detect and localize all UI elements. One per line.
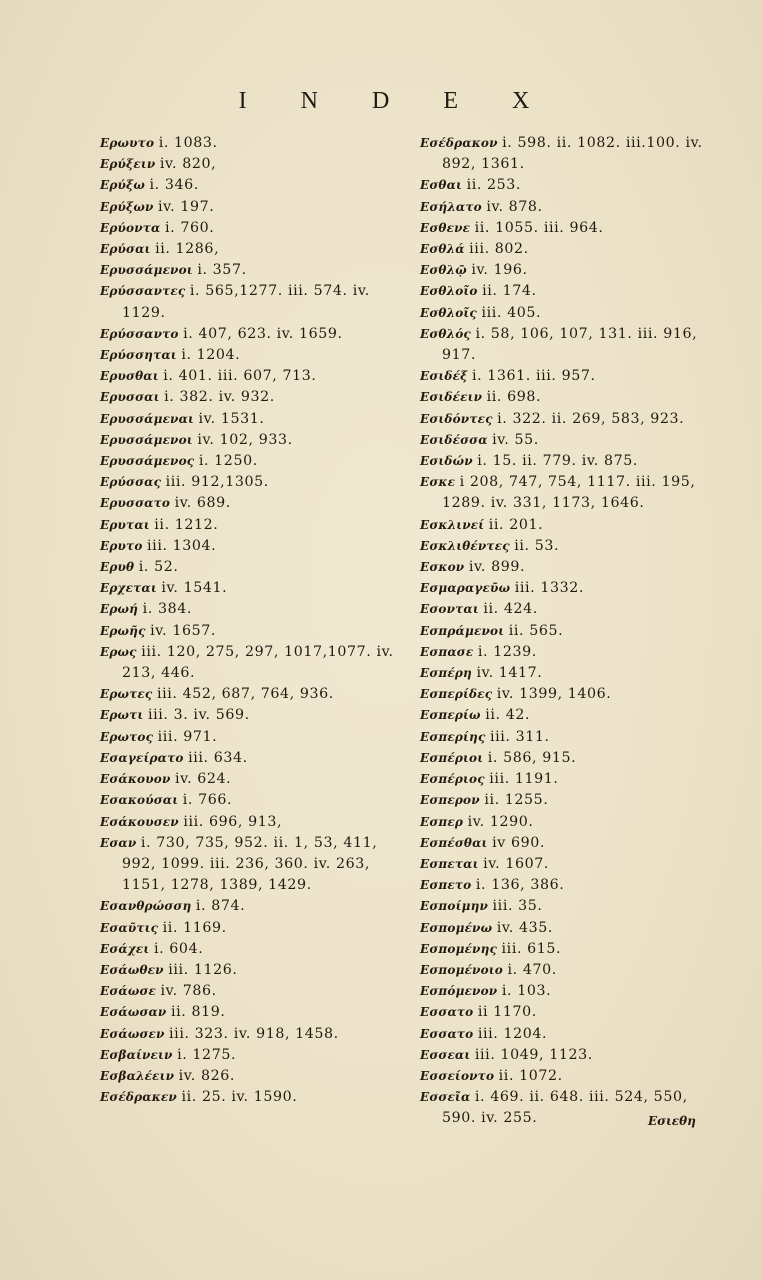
entry-references: iv. 102, 933. xyxy=(197,431,293,448)
entry-references: iii. 120, 275, 297, 1017,1077. iv. 213, 446. xyxy=(122,643,394,682)
entry-references: i. 401. iii. 607, 713. xyxy=(163,368,317,385)
entry-headword: Εσκε xyxy=(420,475,456,490)
entry-references: iv. 196. xyxy=(471,262,528,279)
entry-references: i. 136, 386. xyxy=(475,877,565,894)
index-entry xyxy=(420,1024,720,1045)
index-entry xyxy=(420,430,720,451)
index-entry xyxy=(100,366,400,387)
index-entry xyxy=(420,303,720,324)
index-entry xyxy=(420,409,720,430)
index-column-right xyxy=(420,133,720,1130)
page-title: I N D E X xyxy=(238,88,554,114)
entry-headword: Ερύξω xyxy=(100,178,145,193)
index-entry xyxy=(100,451,400,472)
index-entry xyxy=(420,175,720,196)
index-entry xyxy=(420,705,720,726)
entry-headword: Εσιδών xyxy=(420,454,473,469)
entry-headword: Ερυσσατο xyxy=(100,496,171,511)
entry-headword: Ερύσσαντο xyxy=(100,326,179,341)
entry-references: i. 382. iv. 932. xyxy=(164,389,275,406)
entry-headword: Εσσεαι xyxy=(420,1047,471,1062)
entry-references: i. 1361. iii. 957. xyxy=(471,368,596,385)
entry-references: i. 469. ii. 648. iii. 524, 550, 590. iv. 255. xyxy=(442,1089,688,1127)
index-entry xyxy=(420,387,720,408)
entry-references: ii. 565. xyxy=(508,622,564,639)
entry-references: iii. 1191. xyxy=(489,771,559,788)
entry-references: iii. 452, 687, 764, 936. xyxy=(156,686,334,703)
entry-references: ii. 253. xyxy=(466,177,522,194)
index-entry xyxy=(420,472,720,514)
entry-headword: Ερύσσας xyxy=(100,475,162,490)
entry-references: ii. 698. xyxy=(486,389,542,406)
index-entry xyxy=(420,875,720,896)
index-entry xyxy=(420,642,720,663)
index-entry xyxy=(100,493,400,514)
index-entry xyxy=(420,833,720,854)
entry-headword: Εσπομένης xyxy=(420,941,498,956)
entry-headword: Ερυσσάμενοι xyxy=(100,432,193,447)
entry-references: iii. 971. xyxy=(157,728,218,745)
index-entry xyxy=(420,260,720,281)
entry-references: iii. 311. xyxy=(490,728,550,745)
entry-references: iv. 899. xyxy=(468,559,526,576)
entry-references: ii. 53. xyxy=(514,537,560,554)
entry-headword: Ερυται xyxy=(100,517,150,532)
entry-references: iii. 1204. xyxy=(477,1025,548,1042)
entry-headword: Εσθλοῖο xyxy=(420,284,478,299)
entry-references: i. 384. xyxy=(142,601,192,618)
entry-references: ii. 1255. xyxy=(484,792,549,809)
entry-references: ii. 1055. iii. 964. xyxy=(474,219,604,236)
entry-references: ii. 25. iv. 1590. xyxy=(181,1089,298,1106)
entry-headword: Εσάωθεν xyxy=(100,962,164,977)
index-entry xyxy=(100,1087,400,1108)
entry-references: iv. 1290. xyxy=(467,813,534,830)
index-entry xyxy=(100,599,400,620)
index-entry xyxy=(420,451,720,472)
entry-headword: Ερύσσαντες xyxy=(100,284,186,299)
entry-headword: Ερύξειν xyxy=(100,157,156,172)
index-entry xyxy=(100,918,400,939)
entry-references: iv. 624. xyxy=(175,771,232,788)
entry-headword: Εσπομένω xyxy=(420,920,493,935)
entry-headword: Ερύοντα xyxy=(100,220,161,235)
index-entry xyxy=(100,536,400,557)
entry-references: iii. 615. xyxy=(501,940,562,957)
index-entry xyxy=(420,197,720,218)
entry-headword: Εσιδέσσα xyxy=(420,432,488,447)
index-entry xyxy=(420,727,720,748)
index-entry xyxy=(100,833,400,897)
entry-references: iii. 912,1305. xyxy=(165,474,269,491)
index-entry xyxy=(420,1002,720,1023)
entry-headword: Εσσεῖα xyxy=(420,1090,471,1105)
entry-references: iv. 1531. xyxy=(198,410,265,427)
index-entry xyxy=(100,748,400,769)
entry-references: iv. 826. xyxy=(178,1067,235,1084)
entry-headword: Ερυθ xyxy=(100,560,135,575)
entry-headword: Εσπερίδες xyxy=(420,687,493,702)
index-entry xyxy=(100,387,400,408)
entry-references: iv. 1417. xyxy=(476,665,543,682)
index-entry xyxy=(420,854,720,875)
index-column-left xyxy=(100,133,400,1108)
entry-references: ii. 1212. xyxy=(154,516,219,533)
entry-headword: Εσπεται xyxy=(420,856,479,871)
index-entry xyxy=(420,324,720,366)
index-entry xyxy=(100,281,400,323)
entry-headword: Εσάωσαν xyxy=(100,1005,167,1020)
index-entry xyxy=(420,557,720,578)
entry-references: iii. 1332. xyxy=(514,580,584,597)
index-entry xyxy=(420,748,720,769)
entry-references: i. 52. xyxy=(138,559,179,576)
entry-headword: Ερυσθαι xyxy=(100,369,159,384)
index-entry xyxy=(100,1045,400,1066)
entry-headword: Εσάωσε xyxy=(100,984,156,999)
entry-references: iv. 1541. xyxy=(161,580,228,597)
entry-references: i. 730, 735, 952. ii. 1, 53, 411, 992, 1099. iii. 236, 360. iv. 263, 1151, 1278, 1389, 1429. xyxy=(122,834,378,894)
entry-headword: Ερυσσαι xyxy=(100,390,160,405)
entry-references: ii. 1072. xyxy=(498,1067,563,1084)
entry-headword: Ερύξων xyxy=(100,199,154,214)
entry-headword: Εσάχει xyxy=(100,941,150,956)
entry-headword: Εσσατο xyxy=(420,1026,474,1041)
entry-references: iv. 1607. xyxy=(483,855,550,872)
entry-headword: Εσαγείρατο xyxy=(100,750,184,765)
entry-headword: Εσπέριος xyxy=(420,772,485,787)
index-entry xyxy=(420,663,720,684)
index-entry xyxy=(100,939,400,960)
entry-references: ii. 42. xyxy=(485,707,531,724)
entry-headword: Ερωῆς xyxy=(100,623,146,638)
entry-headword: Ερωτος xyxy=(100,729,154,744)
entry-headword: Ερυσσάμενοι xyxy=(100,263,193,278)
entry-headword: Εσέδρακεν xyxy=(100,1090,177,1105)
entry-headword: Εσποίμην xyxy=(420,899,489,914)
entry-headword: Εσπασε xyxy=(420,644,474,659)
entry-headword: Εσπράμενοι xyxy=(420,623,505,638)
entry-headword: Εσπέριοι xyxy=(420,750,484,765)
index-entry xyxy=(100,239,400,260)
index-entry xyxy=(420,366,720,387)
index-entry xyxy=(420,812,720,833)
entry-references: iv. 1657. xyxy=(150,622,217,639)
index-entry xyxy=(100,324,400,345)
entry-references: i. 598. ii. 1082. iii.100. iv. 892, 1361. xyxy=(442,135,703,173)
index-entry xyxy=(100,642,400,684)
entry-headword: Εσπετο xyxy=(420,878,472,893)
entry-headword: Εσιδέξ xyxy=(420,369,468,384)
entry-headword: Εσπερίης xyxy=(420,729,486,744)
index-entry xyxy=(100,705,400,726)
index-entry xyxy=(100,1024,400,1045)
entry-references: iv. 435. xyxy=(496,919,554,936)
index-entry xyxy=(100,430,400,451)
entry-headword: Εσήλατο xyxy=(420,199,482,214)
entry-references: i. 15. ii. 779. iv. 875. xyxy=(477,453,638,470)
entry-headword: Εσσείοντο xyxy=(420,1068,495,1083)
entry-references: iii. 405. xyxy=(481,304,542,321)
entry-references: i. 103. xyxy=(501,983,552,1000)
entry-references: i. 322. ii. 269, 583, 923. xyxy=(497,410,685,427)
entry-references: i. 586, 915. xyxy=(487,749,577,766)
entry-headword: Εσπόμενον xyxy=(420,984,498,999)
entry-headword: Ερως xyxy=(100,644,137,659)
entry-references: iii. 802. xyxy=(469,241,529,258)
index-entry xyxy=(420,1066,720,1087)
index-entry xyxy=(100,769,400,790)
entry-references: iii. 3. iv. 569. xyxy=(147,707,250,724)
entry-headword: Ερυτο xyxy=(100,538,143,553)
entry-references: iii. 1126. xyxy=(168,961,238,978)
entry-headword: Ερυσσάμεναι xyxy=(100,411,195,426)
entry-references: i. 346. xyxy=(149,177,199,194)
index-entry xyxy=(420,918,720,939)
entry-references: i. 357. xyxy=(197,262,247,279)
entry-headword: Εσανθρώσση xyxy=(100,899,192,914)
index-entry xyxy=(420,281,720,302)
entry-references: i. 766. xyxy=(182,792,233,809)
index-entry xyxy=(100,621,400,642)
index-entry xyxy=(100,260,400,281)
entry-headword: Εσακούσαι xyxy=(100,793,179,808)
index-entry xyxy=(100,218,400,239)
entry-headword: Εσάκουον xyxy=(100,772,171,787)
index-entry xyxy=(420,133,720,175)
entry-headword: Εσβαλέειν xyxy=(100,1068,175,1083)
entry-references: ii. 1286, xyxy=(155,241,220,258)
entry-references: ii. 819. xyxy=(170,1004,226,1021)
entry-headword: Εσαν xyxy=(100,835,137,850)
entry-references: iv. 689. xyxy=(174,495,231,512)
index-entry xyxy=(100,175,400,196)
index-entry xyxy=(100,557,400,578)
entry-headword: Εσθενε xyxy=(420,220,471,235)
index-entry xyxy=(100,684,400,705)
entry-headword: Εσπομένοιο xyxy=(420,962,503,977)
entry-headword: Εσπερ xyxy=(420,814,464,829)
index-entry xyxy=(420,621,720,642)
entry-headword: Εσβαίνειν xyxy=(100,1047,173,1062)
entry-references: i. 1204. xyxy=(181,347,241,364)
index-entry xyxy=(100,960,400,981)
entry-headword: Εσιδέειν xyxy=(420,390,483,405)
entry-references: ii. 1169. xyxy=(162,919,227,936)
entry-headword: Εσονται xyxy=(420,602,479,617)
index-entry xyxy=(420,896,720,917)
index-entry xyxy=(420,599,720,620)
entry-references: i. 604. xyxy=(153,940,204,957)
entry-headword: Εσπέσθαι xyxy=(420,835,488,850)
index-entry xyxy=(420,684,720,705)
entry-references: iii. 323. iv. 918, 1458. xyxy=(169,1025,339,1042)
entry-headword: Ερύσαι xyxy=(100,242,151,257)
entry-headword: Ερωτι xyxy=(100,708,144,723)
entry-headword: Εσθαι xyxy=(420,178,463,193)
catchword: Εσιεθη xyxy=(648,1114,696,1128)
index-entry xyxy=(100,1002,400,1023)
entry-references: iii. 35. xyxy=(492,898,543,915)
index-entry xyxy=(420,939,720,960)
index-entry xyxy=(420,769,720,790)
entry-headword: Εσθλοῖς xyxy=(420,305,477,320)
entry-references: i. 1275. xyxy=(177,1046,237,1063)
index-entry xyxy=(420,790,720,811)
entry-headword: Ερωυτο xyxy=(100,136,155,150)
entry-headword: Εσπέρη xyxy=(420,666,472,681)
index-entry xyxy=(420,239,720,260)
entry-references: i. 1083. xyxy=(158,135,218,151)
entry-headword: Εσάκουσεν xyxy=(100,814,179,829)
entry-headword: Ερύσσηται xyxy=(100,348,177,363)
index-entry xyxy=(100,197,400,218)
entry-headword: Ερυσσάμενος xyxy=(100,454,195,469)
entry-references: i. 1239. xyxy=(477,643,537,660)
index-entry xyxy=(420,578,720,599)
entry-references: iv. 1399, 1406. xyxy=(496,686,612,703)
entry-headword: Εσκλιθέντες xyxy=(420,538,510,553)
entry-references: i. 565,1277. iii. 574. iv. 1129. xyxy=(122,283,370,321)
entry-headword: Ερωτες xyxy=(100,687,153,702)
entry-references: i. 407, 623. iv. 1659. xyxy=(183,325,343,342)
index-entry xyxy=(100,409,400,430)
entry-references: i. 470. xyxy=(507,961,557,978)
entry-references: iv. 55. xyxy=(492,431,539,448)
index-entry xyxy=(100,790,400,811)
index-entry xyxy=(420,960,720,981)
entry-references: iii. 1049, 1123. xyxy=(474,1046,593,1063)
index-entry xyxy=(420,1045,720,1066)
entry-references: iii. 696, 913, xyxy=(183,813,283,830)
entry-references: i. 1250. xyxy=(198,453,258,470)
entry-headword: Εσέδρακον xyxy=(420,136,498,150)
entry-headword: Εσθλός xyxy=(420,326,471,341)
index-entry xyxy=(100,515,400,536)
entry-references: iv 690. xyxy=(492,834,545,851)
entry-references: iii. 634. xyxy=(188,749,248,766)
entry-headword: Εσπερίω xyxy=(420,708,481,723)
index-entry xyxy=(100,578,400,599)
entry-headword: Εσπερον xyxy=(420,793,480,808)
entry-references: i. 874. xyxy=(195,898,246,915)
index-entry xyxy=(100,727,400,748)
entry-references: i. 58, 106, 107, 131. iii. 916, 917. xyxy=(442,325,698,364)
index-entry xyxy=(100,896,400,917)
index-entry xyxy=(100,472,400,493)
entry-references: iv. 197. xyxy=(158,198,215,215)
entry-headword: Εσκον xyxy=(420,560,465,575)
entry-references: iv. 878. xyxy=(486,198,543,215)
entry-headword: Εσαῦτις xyxy=(100,920,159,935)
entry-headword: Εσθλῷ xyxy=(420,263,467,278)
entry-references: iii. 1304. xyxy=(147,537,217,554)
index-entry xyxy=(100,812,400,833)
entry-references: ii. 201. xyxy=(488,516,544,533)
index-entry xyxy=(100,154,400,175)
entry-headword: Ερωή xyxy=(100,602,139,617)
index-entry xyxy=(420,536,720,557)
entry-headword: Εσκλινεί xyxy=(420,517,485,532)
entry-references: i 208, 747, 754, 1117. iii. 195, 1289. iv. 331, 1173, 1646. xyxy=(442,474,696,512)
index-entry xyxy=(100,1066,400,1087)
entry-references: iv. 786. xyxy=(160,983,217,1000)
index-entry xyxy=(420,218,720,239)
index-entry xyxy=(420,981,720,1002)
entry-references: ii 1170. xyxy=(477,1004,537,1021)
entry-references: ii. 424. xyxy=(483,601,538,618)
entry-references: i. 760. xyxy=(165,219,215,236)
entry-headword: Εσιδόντες xyxy=(420,411,493,426)
entry-references: iv. 820, xyxy=(159,156,217,173)
entry-references: ii. 174. xyxy=(482,283,537,300)
entry-headword: Εσμαραγεῦω xyxy=(420,581,511,596)
index-entry xyxy=(100,981,400,1002)
index-entry xyxy=(420,515,720,536)
entry-headword: Εσσατο xyxy=(420,1005,474,1020)
entry-headword: Ερχεται xyxy=(100,581,157,596)
entry-headword: Εσθλά xyxy=(420,242,465,257)
index-entry xyxy=(100,345,400,366)
index-entry xyxy=(100,133,400,154)
entry-headword: Εσάωσεν xyxy=(100,1026,165,1041)
